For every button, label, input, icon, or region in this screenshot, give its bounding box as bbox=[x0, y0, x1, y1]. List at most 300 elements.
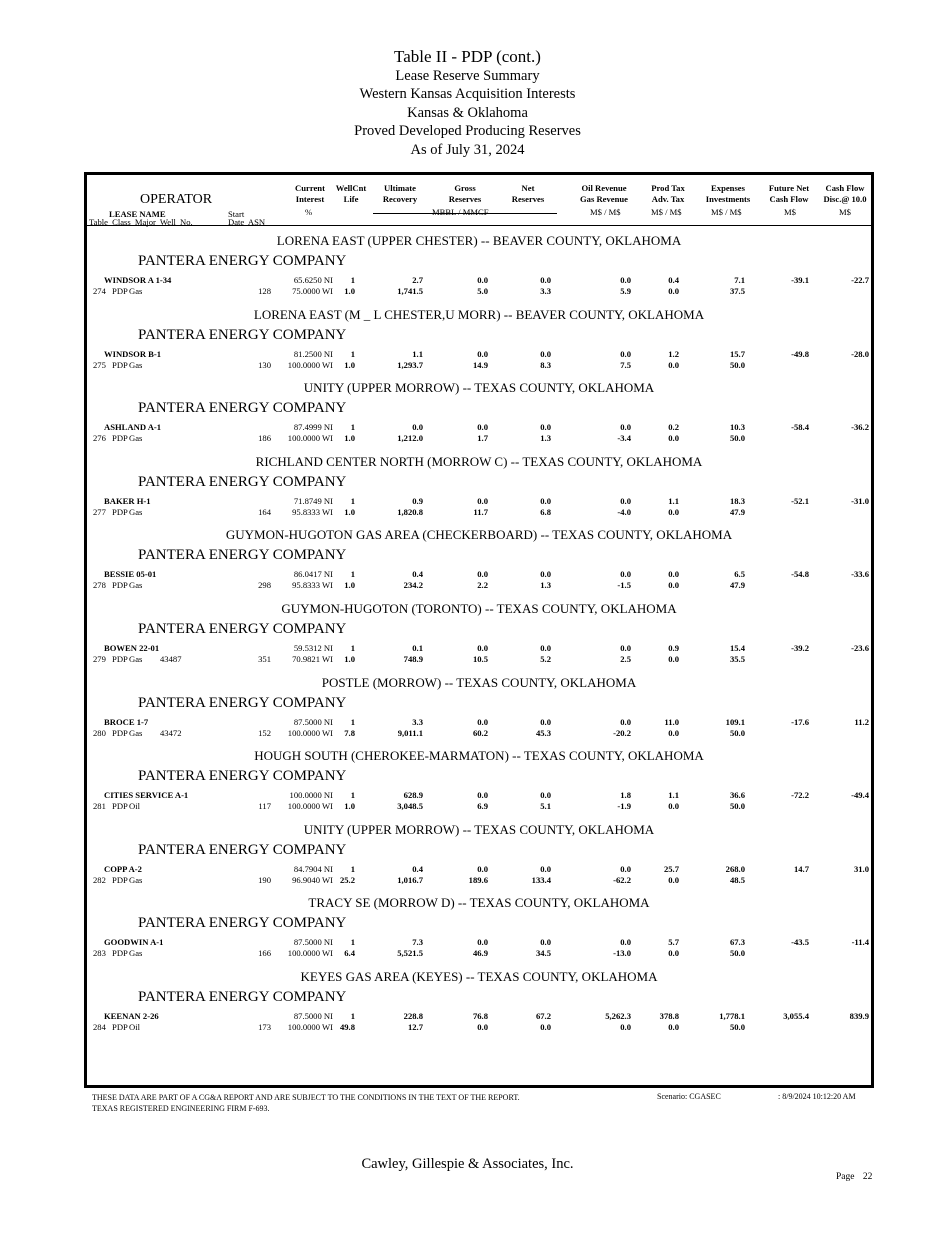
value-gas-rev: 2.5 bbox=[620, 654, 631, 664]
major-product: Oil bbox=[129, 801, 140, 812]
expenses-investments-header: Expenses Investments bbox=[705, 183, 751, 204]
lease-name: COPP A-2 bbox=[104, 863, 142, 874]
value-life: 1.0 bbox=[344, 359, 355, 370]
lease-name-label: LEASE NAME bbox=[109, 209, 166, 219]
start-asn: 298 bbox=[258, 580, 271, 591]
reserve-class: PDP bbox=[112, 580, 128, 591]
value-ult-gas: 3,048.5 bbox=[397, 801, 423, 812]
start-label: Start bbox=[228, 209, 245, 219]
table-class bbox=[93, 875, 128, 885]
value-future: -43.5 bbox=[791, 937, 809, 948]
operator-name: PANTERA ENERGY COMPANY bbox=[138, 253, 347, 269]
reserve-class: PDP bbox=[112, 506, 128, 517]
table-row bbox=[87, 273, 871, 303]
table-number: 277 bbox=[93, 506, 106, 517]
value-oil-rev: 0.0 bbox=[620, 716, 631, 727]
subtitle-2: Western Kansas Acquisition Interests bbox=[359, 86, 576, 103]
value-investments: 50.0 bbox=[729, 359, 745, 370]
start-asn: 173 bbox=[258, 1022, 271, 1032]
start-asn: 166 bbox=[258, 948, 271, 959]
value-expenses: 15.7 bbox=[729, 348, 745, 359]
table-number: 274 bbox=[93, 286, 106, 296]
table-number: 279 bbox=[93, 654, 106, 664]
value-future: 3,055.4 bbox=[783, 1011, 809, 1021]
value-gas-rev: -20.2 bbox=[613, 727, 631, 738]
value-adv-tax: 0.0 bbox=[668, 506, 679, 517]
table-class bbox=[93, 948, 128, 958]
table-row bbox=[87, 935, 871, 965]
value-ult-oil: 0.9 bbox=[412, 495, 423, 506]
value-net-gas: 6.8 bbox=[540, 506, 551, 517]
net-reserves-header: Net Reserves bbox=[511, 183, 545, 204]
value-gas-rev: -4.0 bbox=[617, 506, 631, 517]
value-life: 1.0 bbox=[344, 506, 355, 517]
net-interest: 65.6250 NI bbox=[293, 275, 333, 285]
operator-name: PANTERA ENERGY COMPANY bbox=[138, 473, 347, 490]
value-gross-oil: 0.0 bbox=[477, 569, 488, 580]
value-gross-oil: 0.0 bbox=[477, 790, 488, 801]
major-product: Gas bbox=[129, 727, 143, 738]
value-ult-gas: 5,521.5 bbox=[397, 948, 423, 959]
value-oil-rev: 0.0 bbox=[620, 348, 631, 359]
value-wellcnt: 1 bbox=[350, 643, 355, 653]
value-gas-rev: -1.5 bbox=[617, 580, 631, 591]
operator-name: PANTERA ENERGY COMPANY bbox=[138, 326, 347, 343]
oil-gas-unit: M$ / M$ bbox=[590, 207, 621, 217]
prod-unit: M$ / M$ bbox=[651, 207, 682, 217]
value-expenses: 7.1 bbox=[734, 275, 745, 285]
date-asn-label: Date ASN bbox=[228, 217, 266, 227]
pct-header: % bbox=[305, 207, 313, 217]
value-ult-gas: 1,741.5 bbox=[397, 286, 423, 296]
table-number: 284 bbox=[93, 1022, 106, 1032]
net-interest: 59.5312 NI bbox=[293, 643, 333, 653]
net-interest: 100.0000 NI bbox=[289, 790, 333, 801]
value-disc: -28.0 bbox=[851, 348, 869, 359]
major-product: Gas bbox=[129, 580, 143, 591]
value-prod-tax: 1.1 bbox=[668, 790, 679, 801]
field-county-title: GUYMON-HUGOTON (TORONTO) -- TEXAS COUNTY, OKLAHOMA bbox=[281, 601, 677, 616]
value-future: -49.8 bbox=[791, 348, 809, 359]
value-ult-oil: 0.4 bbox=[412, 569, 423, 580]
value-prod-tax: 1.1 bbox=[668, 495, 679, 506]
value-wellcnt: 1 bbox=[350, 348, 355, 359]
value-ult-gas: 234.2 bbox=[403, 580, 423, 591]
value-gross-oil: 0.0 bbox=[477, 422, 488, 433]
value-gross-oil: 0.0 bbox=[477, 275, 488, 285]
value-ult-oil: 0.4 bbox=[412, 863, 423, 874]
table-number: 281 bbox=[93, 801, 106, 812]
operator-name: PANTERA ENERGY COMPANY bbox=[138, 621, 347, 637]
disclaimer-line-2: TEXAS REGISTERED ENGINEERING FIRM F-693. bbox=[92, 1104, 270, 1113]
value-adv-tax: 0.0 bbox=[668, 1022, 679, 1032]
table-title: Table II - PDP (cont.) bbox=[394, 47, 541, 66]
value-net-gas: 5.1 bbox=[540, 801, 551, 812]
table-header bbox=[87, 175, 871, 226]
value-ult-gas: 9,011.1 bbox=[397, 727, 423, 738]
start-asn: 186 bbox=[258, 433, 271, 444]
value-gross-oil: 76.8 bbox=[472, 1011, 488, 1021]
value-prod-tax: 25.7 bbox=[663, 863, 679, 874]
field-county-title: RICHLAND CENTER NORTH (MORROW C) -- TEXAS COUNTY, OKLAHOMA bbox=[255, 453, 703, 469]
table-number: 275 bbox=[93, 359, 106, 370]
value-gross-oil: 0.0 bbox=[477, 348, 488, 359]
value-life: 1.0 bbox=[344, 801, 355, 812]
value-ult-gas: 12.7 bbox=[407, 1022, 423, 1032]
net-interest: 81.2500 NI bbox=[293, 348, 333, 359]
value-expenses: 10.3 bbox=[729, 422, 745, 433]
value-prod-tax: 11.0 bbox=[664, 716, 679, 727]
sub-header-label: Table Class Major Well No. bbox=[89, 217, 193, 227]
table-row bbox=[87, 788, 871, 818]
value-adv-tax: 0.0 bbox=[668, 727, 679, 738]
value-gas-rev: -3.4 bbox=[617, 433, 631, 444]
table-class bbox=[93, 728, 128, 738]
value-net-gas: 8.3 bbox=[540, 359, 551, 370]
current-interest-header: Current Interest bbox=[295, 183, 325, 204]
value-ult-oil: 0.0 bbox=[412, 422, 423, 433]
table-row bbox=[87, 715, 871, 745]
value-net-gas: 3.3 bbox=[540, 286, 551, 296]
value-expenses: 18.3 bbox=[729, 495, 745, 506]
value-net-gas: 1.3 bbox=[540, 580, 551, 591]
start-asn: 117 bbox=[258, 801, 271, 812]
value-future: -39.1 bbox=[791, 275, 809, 285]
table-class bbox=[93, 507, 128, 517]
value-wellcnt: 1 bbox=[350, 863, 355, 874]
value-gross-gas: 2.2 bbox=[477, 580, 488, 591]
table-class bbox=[93, 360, 128, 370]
working-interest: 75.0000 WI bbox=[292, 286, 333, 296]
start-asn: 351 bbox=[258, 654, 271, 664]
page-number: Page 22 bbox=[836, 1172, 873, 1182]
table-class bbox=[93, 286, 128, 296]
value-ult-gas: 748.9 bbox=[403, 654, 423, 664]
gross-reserves-header: Gross Reserves bbox=[448, 183, 482, 204]
value-wellcnt: 1 bbox=[350, 495, 355, 506]
field-county-title: TRACY SE (MORROW D) -- TEXAS COUNTY, OKLAHOMA bbox=[308, 895, 650, 911]
value-disc: -33.6 bbox=[851, 569, 869, 580]
table-class bbox=[93, 1022, 128, 1032]
working-interest: 100.0000 WI bbox=[287, 727, 333, 738]
table-number: 283 bbox=[93, 948, 106, 959]
table-row bbox=[87, 347, 871, 377]
disclaimer-line-1: THESE DATA ARE PART OF A CG&A REPORT AND ARE SUBJECT TO THE CONDITIONS IN THE TEXT OF THE REPORT. bbox=[92, 1093, 520, 1102]
lease-name: KEENAN 2-26 bbox=[104, 1011, 159, 1021]
field-county-title: GUYMON-HUGOTON GAS AREA (CHECKERBOARD) -- TEXAS COUNTY, OKLAHOMA bbox=[225, 527, 733, 543]
field-county-title: UNITY (UPPER MORROW) -- TEXAS COUNTY, OKLAHOMA bbox=[303, 380, 655, 396]
lease-name: BESSIE 05-01 bbox=[104, 569, 157, 580]
value-oil-rev: 0.0 bbox=[620, 275, 631, 285]
value-net-gas: 45.3 bbox=[535, 727, 551, 738]
value-gas-rev: -62.2 bbox=[613, 874, 631, 885]
value-life: 1.0 bbox=[344, 433, 355, 444]
net-interest: 86.0417 NI bbox=[293, 569, 333, 580]
value-net-oil: 0.0 bbox=[540, 348, 551, 359]
lease-name: GOODWIN A-1 bbox=[104, 937, 164, 948]
reserve-class: PDP bbox=[112, 286, 128, 296]
value-prod-tax: 1.2 bbox=[668, 348, 679, 359]
value-future: -52.1 bbox=[791, 495, 809, 506]
value-gross-gas: 46.9 bbox=[472, 948, 488, 959]
working-interest: 100.0000 WI bbox=[287, 1022, 333, 1032]
lease-name: WINDSOR B-1 bbox=[104, 348, 162, 359]
firm-name: Cawley, Gillespie & Associates, Inc. bbox=[361, 1156, 574, 1172]
value-adv-tax: 0.0 bbox=[668, 286, 679, 296]
operator-name: PANTERA ENERGY COMPANY bbox=[138, 989, 347, 1005]
reserve-class: PDP bbox=[112, 1022, 128, 1032]
reserve-class: PDP bbox=[112, 433, 128, 444]
operator-name: PANTERA ENERGY COMPANY bbox=[138, 694, 347, 711]
value-investments: 50.0 bbox=[729, 1022, 745, 1032]
value-adv-tax: 0.0 bbox=[668, 580, 679, 591]
value-investments: 50.0 bbox=[729, 433, 745, 444]
lease-name: BOWEN 22-01 bbox=[104, 643, 160, 653]
value-ult-oil: 228.8 bbox=[403, 1011, 423, 1021]
value-disc: -11.4 bbox=[851, 937, 869, 948]
table-number: 276 bbox=[93, 433, 106, 444]
major-product: Gas bbox=[129, 948, 143, 959]
operator-label: OPERATOR bbox=[140, 192, 213, 207]
reserve-class: PDP bbox=[112, 359, 128, 370]
table-class bbox=[93, 433, 128, 443]
start-asn: 152 bbox=[258, 727, 271, 738]
value-ult-oil: 3.3 bbox=[412, 716, 423, 727]
value-adv-tax: 0.0 bbox=[668, 874, 679, 885]
value-net-oil: 0.0 bbox=[540, 790, 551, 801]
major-product: Gas bbox=[129, 654, 143, 664]
value-gross-gas: 10.5 bbox=[472, 654, 488, 664]
value-expenses: 6.5 bbox=[734, 569, 745, 580]
value-net-oil: 0.0 bbox=[540, 643, 551, 653]
value-life: 1.0 bbox=[344, 654, 355, 664]
start-asn: 190 bbox=[258, 874, 271, 885]
future-unit: M$ bbox=[784, 207, 796, 217]
value-expenses: 67.3 bbox=[729, 937, 745, 948]
working-interest: 96.9040 WI bbox=[292, 874, 333, 885]
wellcnt-life-header: WellCnt Life bbox=[335, 183, 367, 204]
table-row bbox=[87, 862, 871, 892]
value-gross-oil: 0.0 bbox=[477, 863, 488, 874]
mbbl-mmcf-header: MBBL / MMCF bbox=[432, 207, 489, 217]
table-class bbox=[93, 801, 128, 811]
net-interest: 87.5000 NI bbox=[293, 937, 333, 948]
value-oil-rev: 0.0 bbox=[620, 569, 631, 580]
field-county-title: KEYES GAS AREA (KEYES) -- TEXAS COUNTY, OKLAHOMA bbox=[300, 969, 658, 984]
table-row bbox=[87, 420, 871, 450]
report-table-frame bbox=[84, 172, 874, 1088]
value-investments: 50.0 bbox=[729, 801, 745, 812]
working-interest: 70.9821 WI bbox=[292, 654, 333, 664]
working-interest: 100.0000 WI bbox=[287, 801, 333, 812]
value-net-oil: 0.0 bbox=[540, 422, 551, 433]
major-product: Gas bbox=[129, 874, 143, 885]
value-life: 7.8 bbox=[344, 727, 355, 738]
subtitle-4: Proved Developed Producing Reserves bbox=[354, 123, 581, 140]
value-wellcnt: 1 bbox=[350, 1011, 355, 1021]
value-prod-tax: 0.2 bbox=[668, 422, 679, 433]
value-prod-tax: 0.9 bbox=[668, 643, 679, 653]
value-future: -39.2 bbox=[791, 643, 809, 653]
value-gross-gas: 0.0 bbox=[477, 1022, 488, 1032]
value-prod-tax: 5.7 bbox=[668, 937, 679, 948]
value-wellcnt: 1 bbox=[350, 937, 355, 948]
value-future: -17.6 bbox=[791, 716, 809, 727]
table-class bbox=[93, 654, 128, 664]
value-life: 1.0 bbox=[344, 580, 355, 591]
value-ult-oil: 2.7 bbox=[412, 275, 423, 285]
value-adv-tax: 0.0 bbox=[668, 801, 679, 812]
value-ult-gas: 1,212.0 bbox=[397, 433, 423, 444]
oil-gas-revenue-header: Oil Revenue Gas Revenue bbox=[580, 183, 628, 204]
net-interest: 87.5000 NI bbox=[293, 1011, 333, 1021]
value-disc: -49.4 bbox=[851, 790, 869, 801]
value-adv-tax: 0.0 bbox=[668, 948, 679, 959]
working-interest: 95.8333 WI bbox=[292, 580, 333, 591]
exp-unit: M$ / M$ bbox=[711, 207, 742, 217]
value-disc: -36.2 bbox=[851, 422, 869, 433]
lease-name: WINDSOR A 1-34 bbox=[104, 275, 172, 285]
start-asn: 164 bbox=[258, 506, 271, 517]
value-ult-oil: 1.1 bbox=[412, 348, 423, 359]
value-gross-oil: 0.0 bbox=[477, 937, 488, 948]
value-adv-tax: 0.0 bbox=[668, 433, 679, 444]
value-adv-tax: 0.0 bbox=[668, 359, 679, 370]
subtitle-3: Kansas & Oklahoma bbox=[407, 104, 528, 121]
value-life: 6.4 bbox=[344, 948, 355, 959]
value-ult-gas: 1,820.8 bbox=[397, 506, 423, 517]
value-future: -54.8 bbox=[791, 569, 809, 580]
value-expenses: 268.0 bbox=[725, 863, 745, 874]
value-investments: 37.5 bbox=[729, 286, 745, 296]
value-ult-oil: 7.3 bbox=[412, 937, 423, 948]
value-gas-rev: 7.5 bbox=[620, 359, 631, 370]
report-title-block bbox=[0, 46, 935, 159]
value-adv-tax: 0.0 bbox=[668, 654, 679, 664]
value-net-gas: 5.2 bbox=[540, 654, 551, 664]
major-product: Gas bbox=[129, 506, 143, 517]
field-county-title: UNITY (UPPER MORROW) -- TEXAS COUNTY, OKLAHOMA bbox=[303, 821, 655, 837]
value-oil-rev: 0.0 bbox=[620, 643, 631, 653]
table-number: 280 bbox=[93, 727, 106, 738]
value-net-oil: 67.2 bbox=[535, 1011, 551, 1021]
net-interest: 87.5000 NI bbox=[293, 716, 333, 727]
table-row bbox=[87, 641, 871, 671]
value-net-oil: 0.0 bbox=[540, 569, 551, 580]
value-oil-rev: 0.0 bbox=[620, 495, 631, 506]
working-interest: 100.0000 WI bbox=[287, 359, 333, 370]
subtitle-1: Lease Reserve Summary bbox=[395, 68, 540, 84]
value-disc: -23.6 bbox=[851, 643, 869, 653]
operator-name: PANTERA ENERGY COMPANY bbox=[138, 547, 347, 564]
value-gross-gas: 189.6 bbox=[468, 874, 488, 885]
field-county-title: HOUGH SOUTH (CHEROKEE-MARMATON) -- TEXAS COUNTY, OKLAHOMA bbox=[254, 748, 704, 764]
report-timestamp: : 8/9/2024 10:12:20 AM bbox=[778, 1092, 856, 1101]
value-oil-rev: 0.0 bbox=[620, 937, 631, 948]
reserve-class: PDP bbox=[112, 654, 128, 664]
value-investments: 48.5 bbox=[729, 874, 745, 885]
value-oil-rev: 0.0 bbox=[620, 863, 631, 874]
operator-name: PANTERA ENERGY COMPANY bbox=[138, 915, 347, 932]
major-product: Oil bbox=[129, 1022, 140, 1032]
working-interest: 100.0000 WI bbox=[287, 433, 333, 444]
value-disc: -22.7 bbox=[851, 275, 869, 285]
value-ult-gas: 1,293.7 bbox=[397, 359, 423, 370]
field-county-title: POSTLE (MORROW) -- TEXAS COUNTY, OKLAHOMA bbox=[321, 674, 637, 690]
value-ult-gas: 1,016.7 bbox=[397, 874, 423, 885]
field-county-title: LORENA EAST (M _ L CHESTER,U MORR) -- BEAVER COUNTY, OKLAHOMA bbox=[253, 306, 705, 322]
value-wellcnt: 1 bbox=[350, 790, 355, 801]
value-wellcnt: 1 bbox=[350, 275, 355, 285]
value-investments: 47.9 bbox=[729, 580, 745, 591]
value-net-oil: 0.0 bbox=[540, 716, 551, 727]
well-number: 43472 bbox=[160, 727, 182, 738]
value-investments: 35.5 bbox=[729, 654, 745, 664]
value-disc: 31.0 bbox=[853, 863, 869, 874]
reserve-class: PDP bbox=[112, 948, 128, 959]
major-product: Gas bbox=[129, 433, 143, 444]
value-gas-rev: -1.9 bbox=[617, 801, 631, 812]
major-product: Gas bbox=[129, 286, 143, 296]
value-gross-gas: 6.9 bbox=[477, 801, 488, 812]
value-gas-rev: 0.0 bbox=[620, 1022, 631, 1032]
value-life: 1.0 bbox=[344, 286, 355, 296]
net-interest: 71.8749 NI bbox=[293, 495, 333, 506]
value-oil-rev: 0.0 bbox=[620, 422, 631, 433]
value-disc: 11.2 bbox=[854, 716, 869, 727]
start-asn: 128 bbox=[258, 286, 271, 296]
value-disc: 839.9 bbox=[849, 1011, 869, 1021]
value-gross-gas: 60.2 bbox=[472, 727, 488, 738]
value-gross-gas: 11.7 bbox=[473, 506, 488, 517]
future-net-header: Future Net Cash Flow bbox=[768, 183, 810, 204]
value-gas-rev: -13.0 bbox=[613, 948, 631, 959]
value-expenses: 15.4 bbox=[729, 643, 745, 653]
major-product: Gas bbox=[129, 359, 143, 370]
value-gross-gas: 5.0 bbox=[477, 286, 488, 296]
value-gross-oil: 0.0 bbox=[477, 495, 488, 506]
field-county-title: LORENA EAST (UPPER CHESTER) -- BEAVER COUNTY, OKLAHOMA bbox=[276, 233, 682, 248]
value-life: 25.2 bbox=[339, 874, 355, 885]
operator-name: PANTERA ENERGY COMPANY bbox=[138, 400, 347, 417]
value-investments: 50.0 bbox=[729, 948, 745, 959]
ultimate-recovery-header: Ultimate Recovery bbox=[382, 183, 418, 204]
value-ult-oil: 0.1 bbox=[412, 643, 423, 653]
start-asn: 130 bbox=[258, 359, 271, 370]
table-number: 282 bbox=[93, 874, 106, 885]
prod-adv-tax-header: Prod Tax Adv. Tax bbox=[651, 183, 685, 204]
value-investments: 50.0 bbox=[729, 727, 745, 738]
operator-name: PANTERA ENERGY COMPANY bbox=[138, 768, 347, 785]
well-number: 43487 bbox=[160, 654, 182, 664]
lease-name: BROCE 1-7 bbox=[104, 716, 149, 727]
value-gross-gas: 1.7 bbox=[477, 433, 488, 444]
value-disc: -31.0 bbox=[851, 495, 869, 506]
value-net-oil: 0.0 bbox=[540, 495, 551, 506]
lease-name: CITIES SERVICE A-1 bbox=[104, 790, 189, 801]
value-gross-oil: 0.0 bbox=[477, 716, 488, 727]
table-class bbox=[93, 580, 128, 590]
reserve-class: PDP bbox=[112, 874, 128, 885]
value-life: 49.8 bbox=[339, 1022, 355, 1032]
value-future: -58.4 bbox=[791, 422, 809, 433]
table-number: 278 bbox=[93, 580, 106, 591]
value-prod-tax: 378.8 bbox=[659, 1011, 679, 1021]
value-net-oil: 0.0 bbox=[540, 937, 551, 948]
disclaimer bbox=[92, 1092, 520, 1114]
value-expenses: 36.6 bbox=[729, 790, 745, 801]
value-prod-tax: 0.4 bbox=[668, 275, 679, 285]
